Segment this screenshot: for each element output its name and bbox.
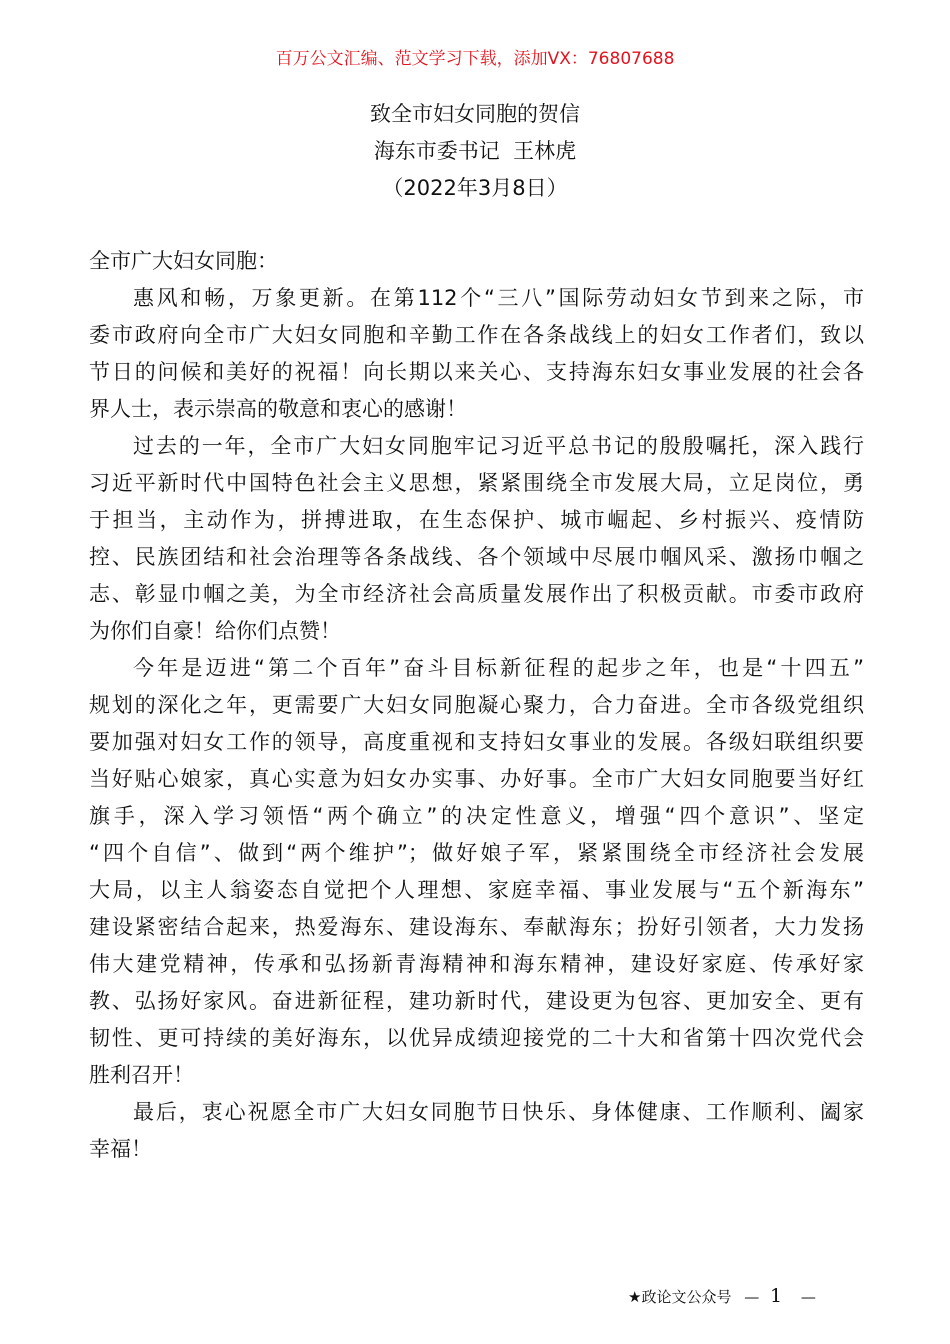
paragraph-line: 韧性、更可持续的美好海东，以优异成绩迎接党的二十大和省第十四次党代会 [89,1026,864,1050]
paragraph-line: 志、彰显巾帼之美，为全市经济社会高质量发展作出了积极贡献。市委市政府 [89,582,864,606]
document-author: 海东市委书记 王林虎 [373,139,577,163]
paragraph-line: 今年是迈进“第二个百年”奋斗目标新征程的起步之年，也是“十四五” [133,656,864,680]
paragraph-1 [89,280,864,428]
paragraph-line: 大局，以主人翁姿态自觉把个人理想、家庭幸福、事业发展与“五个新海东” [89,878,864,902]
paragraph-line: 于担当，主动作为，拼搏进取，在生态保护、城市崛起、乡村振兴、疫情防 [89,508,864,532]
letter-body [89,243,864,1168]
paragraph-line: 幸福！ [89,1137,152,1161]
footer-dash-right: — [800,1288,816,1306]
footer-source: 政论文公众号 [641,1288,732,1306]
paragraph-line: 委市政府向全市广大妇女同胞和辛勤工作在各条战线上的妇女工作者们，致以 [89,323,864,347]
paragraph-2 [89,428,864,650]
paragraph-line: 要加强对妇女工作的领导，高度重视和支持妇女事业的发展。各级妇联组织要 [89,730,864,754]
page-number: 1 [770,1285,783,1307]
paragraph-line: 规划的深化之年，更需要广大妇女同胞凝心聚力，合力奋进。全市各级党组织 [89,693,864,717]
document-header [0,96,950,207]
paragraph-line: 胜利召开！ [89,1063,194,1087]
paragraph-line: 建设紧密结合起来，热爱海东、建设海东、奉献海东；扮好引领者，大力发扬 [89,915,864,939]
salutation: 全市广大妇女同胞： [89,249,278,273]
paragraph-line: 伟大建党精神，传承和弘扬新青海精神和海东精神，建设好家庭、传承好家 [89,952,864,976]
footer-dash-left: — [744,1288,760,1306]
paragraph-4 [89,1094,864,1168]
paragraph-line: 界人士，表示崇高的敬意和衷心的感谢！ [89,397,467,421]
paragraph-line: 为你们自豪！给你们点赞！ [89,619,341,643]
paragraph-line: 教、弘扬好家风。奋进新征程，建功新时代，建设更为包容、更加安全、更有 [89,989,864,1013]
paragraph-line: 旗手，深入学习领悟“两个确立”的决定性意义，增强“四个意识”、坚定 [89,804,864,828]
page-footer [628,1284,816,1309]
paragraph-line: 最后，衷心祝愿全市广大妇女同胞节日快乐、身体健康、工作顺利、阖家 [133,1100,864,1124]
paragraph-line: 节日的问候和美好的祝福！向长期以来关心、支持海东妇女事业发展的社会各 [89,360,864,384]
paragraph-line: “四个自信”、做到“两个维护”；做好娘子军，紧紧围绕全市经济社会发展 [89,841,864,865]
paragraph-line: 习近平新时代中国特色社会主义思想，紧紧围绕全市发展大局，立足岗位，勇 [89,471,864,495]
paragraph-3 [89,650,864,1094]
watermark-banner: 百万公文汇编、范文学习下载，添加VX：76807688 [275,49,675,69]
paragraph-line: 过去的一年，全市广大妇女同胞牢记习近平总书记的殷殷嘱托，深入践行 [133,434,864,458]
document-date: （2022年3月8日） [382,176,568,200]
paragraph-line: 当好贴心娘家，真心实意为妇女办实事、办好事。全市广大妇女同胞要当好红 [89,767,864,791]
document-title: 致全市妇女同胞的贺信 [370,102,580,126]
paragraph-line: 惠风和畅，万象更新。在第112个“三八”国际劳动妇女节到来之际，市 [133,286,864,310]
star-icon: ★ [628,1288,642,1306]
paragraph-line: 控、民族团结和社会治理等各条战线、各个领域中尽展巾帼风采、激扬巾帼之 [89,545,864,569]
